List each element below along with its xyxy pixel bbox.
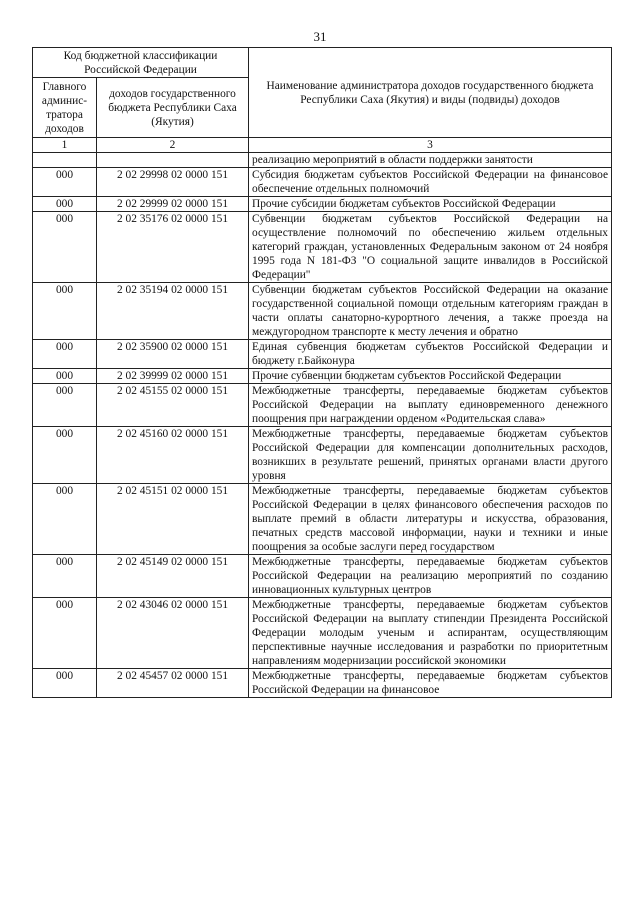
continuation-row xyxy=(33,153,612,168)
revenue-name-cell: Межбюджетные трансферты, передаваемые бюджетам субъектов Российской Федерации для компенсации дополнительных расходов, возникших в результате решений, принятых органами власти другого уровня xyxy=(249,427,612,484)
table-row xyxy=(33,427,612,484)
table-row xyxy=(33,197,612,212)
revenue-name-cell: Межбюджетные трансферты, передаваемые бюджетам субъектов Российской Федерации на финансовое xyxy=(249,669,612,698)
table-row xyxy=(33,283,612,340)
revenue-name-cell: Субвенции бюджетам субъектов Российской Федерации на осуществление полномочий по обеспечению жильем отдельных категорий граждан, установленных Федеральным законом от 24 ноября 1995 года N 181-ФЗ "О социальной защите инвалидов в Российской Федерации" xyxy=(249,212,612,283)
budget-code-cell: 2 02 45457 02 0000 151 xyxy=(97,669,249,698)
index-col-2: 2 xyxy=(97,138,249,153)
index-col-1: 1 xyxy=(33,138,97,153)
admin-code-cell: 000 xyxy=(33,340,97,369)
admin-code-cell: 000 xyxy=(33,369,97,384)
page-number: 31 xyxy=(313,29,327,44)
budget-code-cell: 2 02 43046 02 0000 151 xyxy=(97,598,249,669)
admin-code-cell: 000 xyxy=(33,427,97,484)
admin-code-cell: 000 xyxy=(33,598,97,669)
table-row xyxy=(33,669,612,698)
index-col-3: 3 xyxy=(249,138,612,153)
admin-code-cell: 000 xyxy=(33,555,97,598)
budget-code-cell: 2 02 35900 02 0000 151 xyxy=(97,340,249,369)
revenue-name-cell: Субсидия бюджетам субъектов Российской Федерации на финансовое обеспечение отдельных полномочий xyxy=(249,168,612,197)
admin-code-cell: 000 xyxy=(33,484,97,555)
table-row xyxy=(33,384,612,427)
budget-code-cell: 2 02 35194 02 0000 151 xyxy=(97,283,249,340)
table-row xyxy=(33,598,612,669)
continuation-text: реализацию мероприятий в области поддержки занятости xyxy=(249,153,612,168)
table-row xyxy=(33,340,612,369)
table-row xyxy=(33,555,612,598)
table-row xyxy=(33,212,612,283)
revenue-name-cell: Единая субвенция бюджетам субъектов Российской Федерации и бюджету г.Байконура xyxy=(249,340,612,369)
admin-code-cell: 000 xyxy=(33,283,97,340)
budget-code-cell: 2 02 35176 02 0000 151 xyxy=(97,212,249,283)
table-row xyxy=(33,484,612,555)
header-col-code: доходов государственного бюджета Республики Саха (Якутия) xyxy=(97,78,249,138)
budget-code-cell: 2 02 45155 02 0000 151 xyxy=(97,384,249,427)
revenue-name-cell: Межбюджетные трансферты, передаваемые бюджетам субъектов Российской Федерации на реализацию мероприятий по созданию инновационных культурных центров xyxy=(249,555,612,598)
revenue-name-cell: Межбюджетные трансферты, передаваемые бюджетам субъектов Российской Федерации на выплату стипендии Президента Российской Федерации молодым ученым и аспирантам, осуществляющим перспективные научные исследования и разработки по приоритетным направлениям модернизации российской экономики xyxy=(249,598,612,669)
budget-code-cell: 2 02 45149 02 0000 151 xyxy=(97,555,249,598)
budget-code-cell: 2 02 45151 02 0000 151 xyxy=(97,484,249,555)
admin-code-cell: 000 xyxy=(33,168,97,197)
admin-code-cell: 000 xyxy=(33,212,97,283)
budget-code-cell: 2 02 45160 02 0000 151 xyxy=(97,427,249,484)
revenue-name-cell: Прочие субвенции бюджетам субъектов Российской Федерации xyxy=(249,369,612,384)
table-row xyxy=(33,168,612,197)
revenue-name-cell: Межбюджетные трансферты, передаваемые бюджетам субъектов Российской Федерации на выплату единовременного денежного поощрения при награждении орденом «Родительская слава» xyxy=(249,384,612,427)
admin-code-cell: 000 xyxy=(33,384,97,427)
header-col-admin: Главного админис-тратора доходов xyxy=(33,78,97,138)
header-col-name: Наименование администратора доходов государственного бюджета Республики Саха (Якутия) и виды (подвиды) доходов xyxy=(249,48,612,138)
revenue-classification-table xyxy=(32,47,612,698)
table-row xyxy=(33,369,612,384)
budget-code-cell: 2 02 29998 02 0000 151 xyxy=(97,168,249,197)
admin-code-cell: 000 xyxy=(33,197,97,212)
header-group-classification-code: Код бюджетной классификации Российской Федерации xyxy=(33,48,249,78)
budget-code-cell: 2 02 39999 02 0000 151 xyxy=(97,369,249,384)
revenue-name-cell: Прочие субсидии бюджетам субъектов Российской Федерации xyxy=(249,197,612,212)
revenue-name-cell: Субвенции бюджетам субъектов Российской Федерации на оказание государственной социальной помощи отдельным категориям граждан в части оплаты санаторно-курортного лечения, а также проезда на междугородном транспорте к месту лечения и обратно xyxy=(249,283,612,340)
admin-code-cell: 000 xyxy=(33,669,97,698)
budget-code-cell: 2 02 29999 02 0000 151 xyxy=(97,197,249,212)
revenue-name-cell: Межбюджетные трансферты, передаваемые бюджетам субъектов Российской Федерации в целях финансового обеспечения расходов по выплате премий в области литературы и искусства, образования, печатных средств массовой информации, науки и техники и иные поощрения за особые заслуги перед государством xyxy=(249,484,612,555)
